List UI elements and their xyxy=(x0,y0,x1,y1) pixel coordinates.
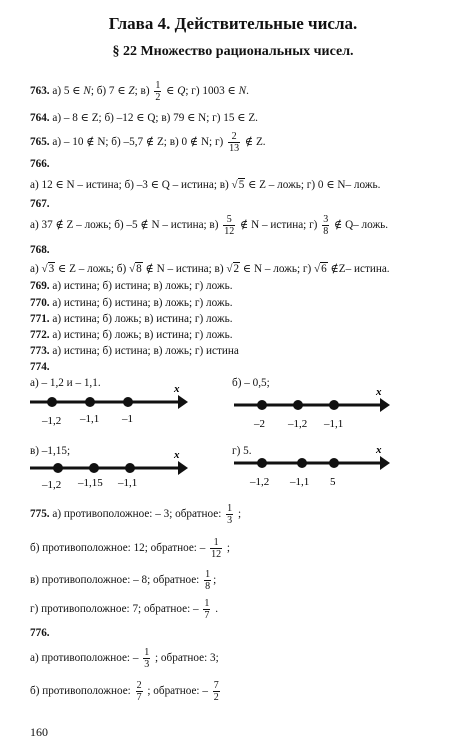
point xyxy=(123,397,133,407)
exercise-776-number: 776. xyxy=(30,627,50,639)
axis-letter: x xyxy=(174,383,180,395)
tick-label: –1 xyxy=(122,413,133,425)
arrow-head xyxy=(380,456,390,470)
exercise-771: 771. а) истина; б) ложь; в) истина; г) ложь. xyxy=(30,313,233,325)
fraction: $\frac{7}{2}$ xyxy=(213,680,219,703)
point xyxy=(329,400,339,410)
exercise-773: 773. а) истина; б) истина; в) ложь; г) истина xyxy=(30,345,239,357)
fraction: $\frac{1}{3}$ xyxy=(227,503,233,526)
page-number: 160 xyxy=(30,725,48,739)
tick-label: –1,1 xyxy=(324,418,344,430)
arrow-head xyxy=(380,398,390,412)
number-line-d xyxy=(232,444,392,499)
exercise-775-d: г) противоположное: 7; обратное: – $\frac{1}{7}$ . xyxy=(30,598,218,621)
fraction: $\frac{1}{12}$ xyxy=(211,537,222,560)
exercise-776-a: а) противоположное: – $\frac{1}{3}$ ; обратное: 3; xyxy=(30,647,219,670)
axis-letter: x xyxy=(376,444,382,456)
exercise-766: а) 12 ∈ N – истина; б) –3 ∈ Q – истина; в) √5 ∈ Z – ложь; г) 0 ∈ N– ложь. xyxy=(30,179,381,191)
exercise-776-b: б) противоположное: $\frac{2}{7}$ ; обратное: – $\frac{7}{2}$ xyxy=(30,680,219,703)
point xyxy=(257,400,267,410)
tick-label: –1,2 xyxy=(250,476,270,488)
point xyxy=(53,463,63,473)
number-line-a xyxy=(28,382,188,432)
exercise-775-c: в) противоположное: – 8; обратное: $\frac{1}{8}$ ; xyxy=(30,569,217,592)
exercise-767-number: 767. xyxy=(30,198,50,210)
tick-label: –1,2 xyxy=(42,415,62,427)
tick-label: –1,1 xyxy=(80,413,100,425)
exercise-770: 770. а) истина; б) истина; в) ложь; г) ложь. xyxy=(30,297,233,309)
tick-label: –1,1 xyxy=(290,476,310,488)
exercise-769: 769. а) истина; б) истина; в) ложь; г) ложь. xyxy=(30,280,233,292)
tick-label: –1,1 xyxy=(118,477,138,489)
point xyxy=(89,463,99,473)
point xyxy=(329,458,339,468)
exercise-775-a: 775. а) противоположное: – 3; обратное: $\frac{1}{3}$ ; xyxy=(30,503,242,526)
point xyxy=(85,397,95,407)
tick-label: –2 xyxy=(254,418,265,430)
chapter-title: Глава 4. Действительные числа. xyxy=(108,14,358,33)
exercise-774-number: 774. xyxy=(30,361,50,373)
tick-label: –1,15 xyxy=(78,477,103,489)
exercise-764: 764. а) – 8 ∈ Z; б) –12 ∈ Q; в) 79 ∈ N; г) 15 ∈ Z. xyxy=(30,112,258,124)
point xyxy=(47,397,57,407)
exercise-772: 772. а) истина; б) ложь; в) истина; г) ложь. xyxy=(30,329,233,341)
exercise-767: а) 37 ∉ Z – ложь; б) –5 ∉ N – истина; в) $\frac{5}{12}$ ∉ N – истина; г) $\frac{3}{8}$ ∉ Q– ложь. xyxy=(30,214,389,237)
point xyxy=(257,458,267,468)
number-line-d-label: г) 5. xyxy=(232,445,252,457)
exercise-766-number: 766. xyxy=(30,158,50,170)
point xyxy=(125,463,135,473)
exercise-768-number: 768. xyxy=(30,244,50,256)
number-line-a-label: а) – 1,2 и – 1,1. xyxy=(30,377,101,389)
tick-label: 5 xyxy=(330,476,336,488)
exercise-763: 763. а) 5 ∈ N; б) 7 ∈ Z; в) $\frac{1}{2}$ ∈ Q; г) 1003 ∈ N. xyxy=(30,80,249,103)
number-line-c xyxy=(28,449,188,499)
tick-label: –1,2 xyxy=(288,418,308,430)
axis-letter: x xyxy=(376,386,382,398)
exercise-768: а) √3 ∈ Z – ложь; б) √8 ∉ N – истина; в) √2 ∈ N – ложь; г) √6 ∉Z– истина. xyxy=(30,263,390,275)
fraction: $\frac{2}{13}$ xyxy=(229,131,240,154)
point xyxy=(293,400,303,410)
number-line-b-label: б) – 0,5; xyxy=(232,377,270,389)
arrow-head xyxy=(178,395,188,409)
number-line-c-label: в) –1,15; xyxy=(30,445,71,457)
fraction: $\frac{1}{3}$ xyxy=(144,647,150,670)
tick-label: –1,2 xyxy=(42,479,62,491)
fraction: $\frac{1}{8}$ xyxy=(205,569,211,592)
fraction: $\frac{2}{7}$ xyxy=(136,680,142,703)
fraction: $\frac{1}{2}$ xyxy=(155,80,161,103)
arrow-head xyxy=(178,461,188,475)
exercise-765: 765. а) – 10 ∉ N; б) –5,7 ∉ Z; в) 0 ∉ N; г) $\frac{2}{13}$ ∉ Z. xyxy=(30,131,266,154)
section-title: § 22 Множество рациональных чисел. xyxy=(112,44,354,59)
exercise-775-b: б) противоположное: 12; обратное: – $\frac{1}{12}$ ; xyxy=(30,537,230,560)
point xyxy=(297,458,307,468)
fraction: $\frac{3}{8}$ xyxy=(323,214,329,237)
number-line-b xyxy=(232,385,392,435)
fraction: $\frac{1}{7}$ xyxy=(204,598,210,621)
fraction: $\frac{5}{12}$ xyxy=(224,214,235,237)
axis-letter: x xyxy=(174,449,180,461)
